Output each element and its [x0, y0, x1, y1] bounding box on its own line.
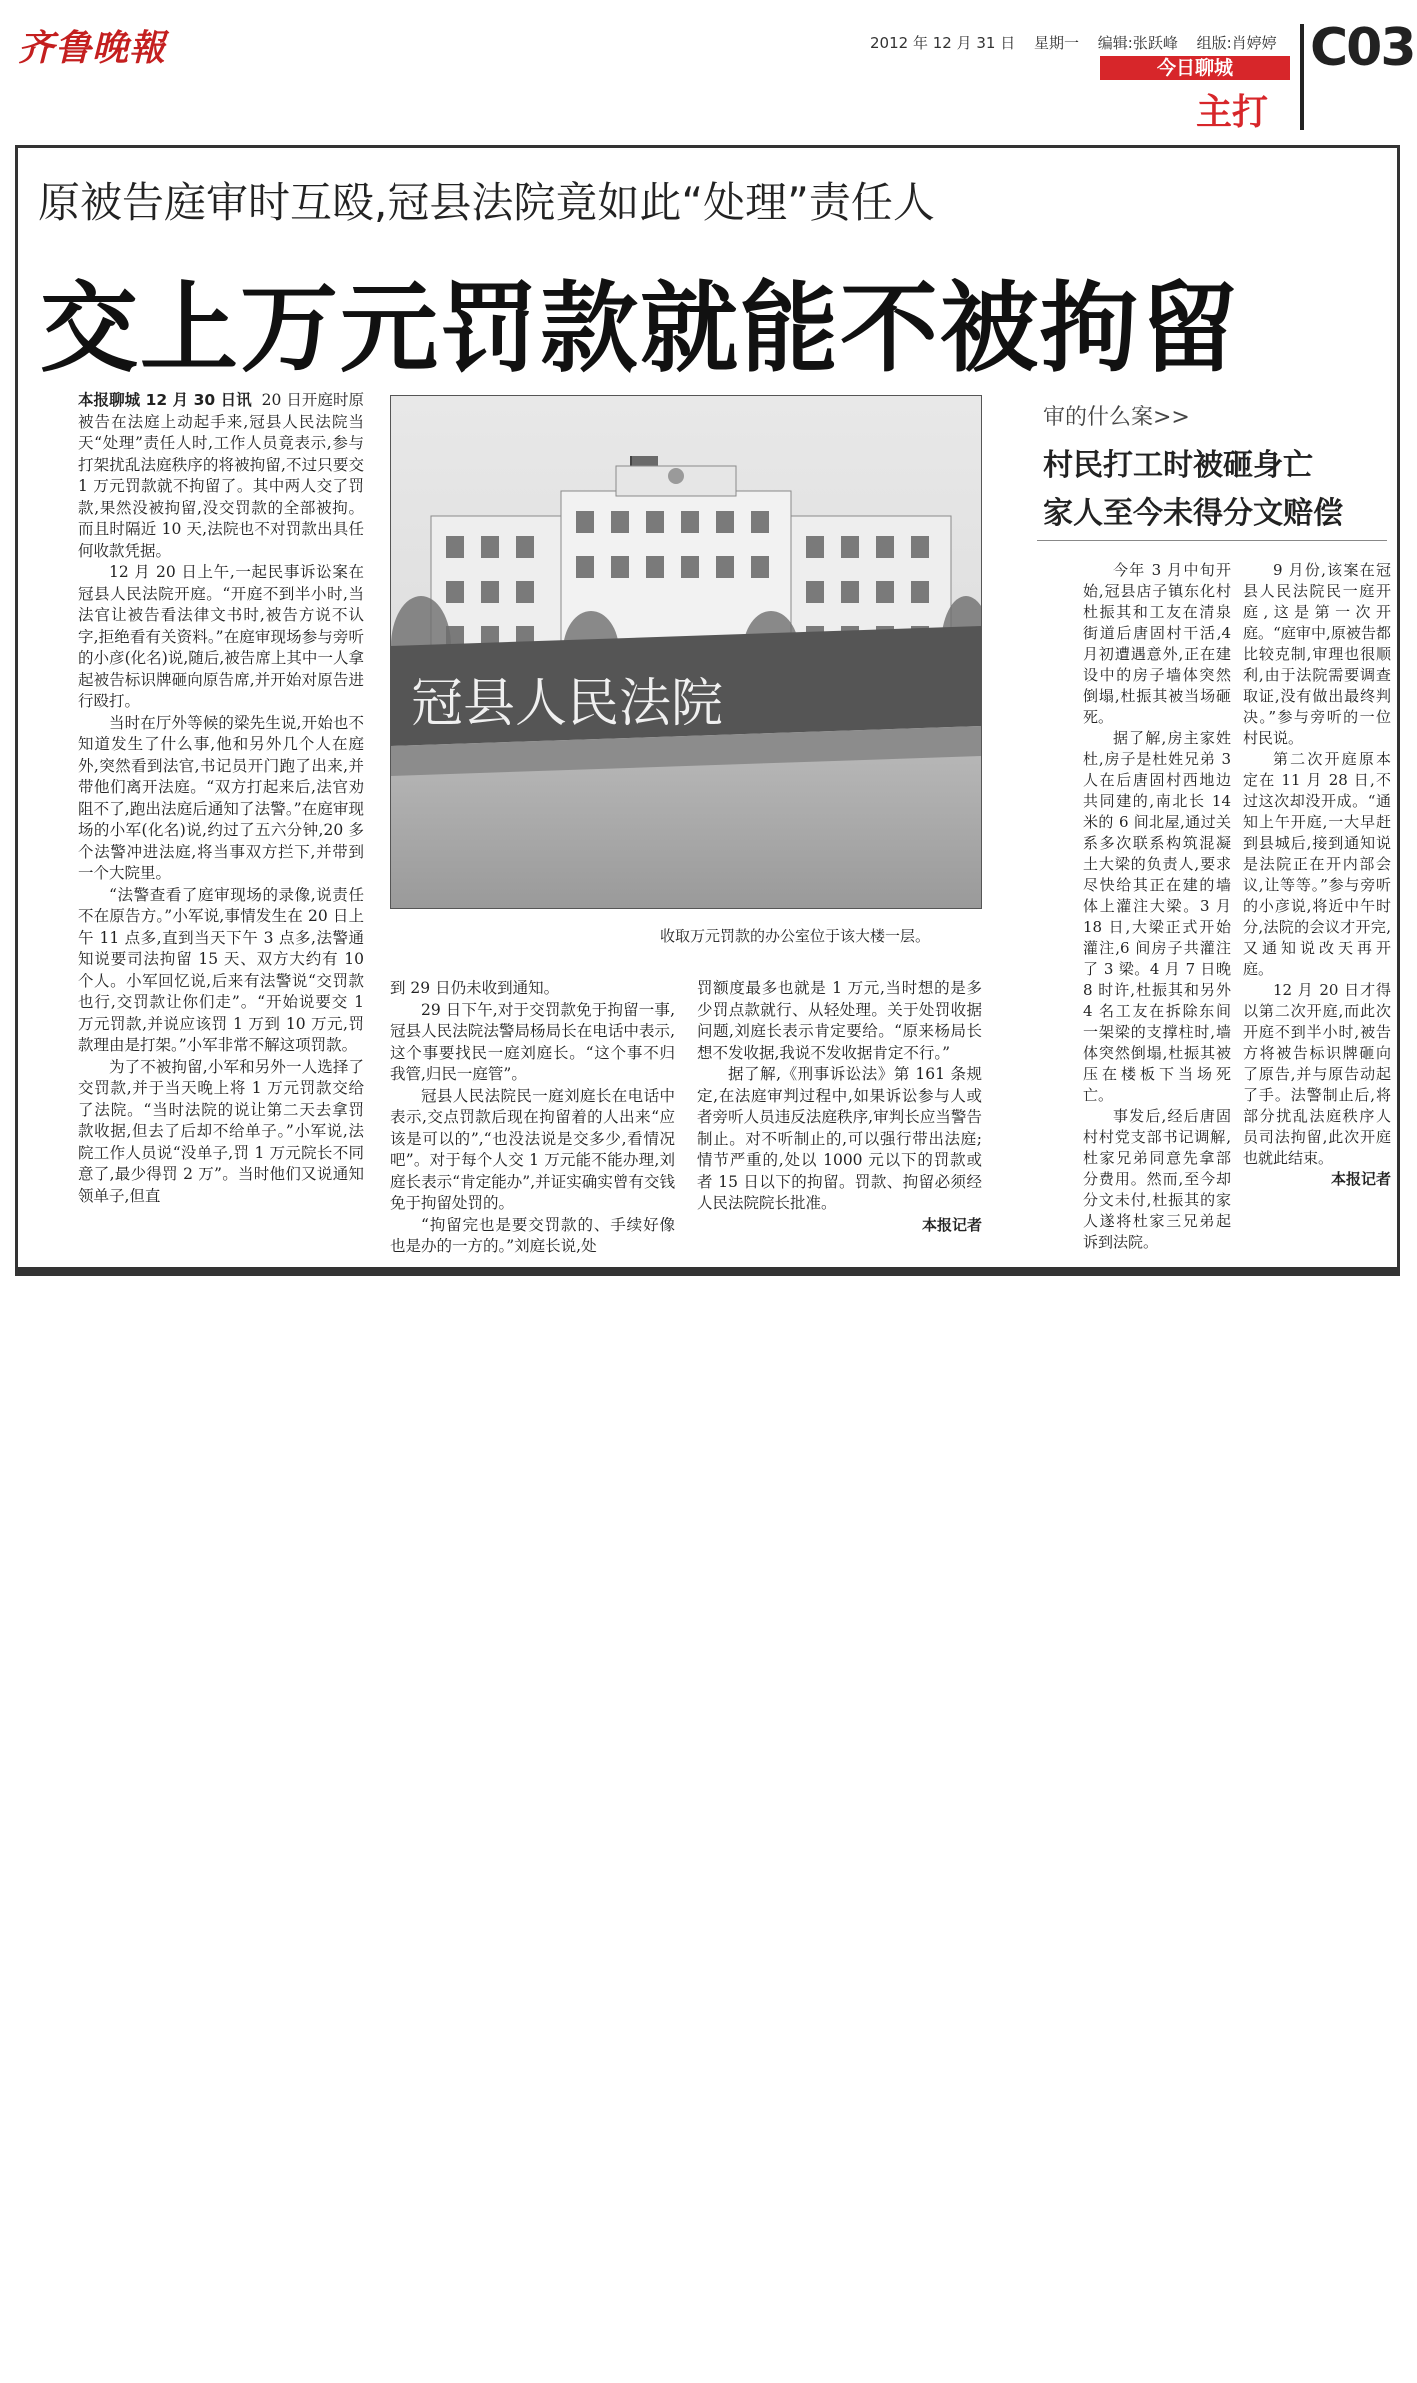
paragraph: 据了解,房主家姓杜,房子是杜姓兄弟 3 人在后唐固村西地边共同建的,南北长 14 米的 6 间北屋,通过关系多次联系构筑混凝土大梁的负责人,要求尽快给其正在建的墙体上灌注大梁。3 月 18 日,大梁正式开始灌注,6 间房子共灌注了 3 梁。4 月 7 日晚 8 时许,杜振其和另外 4 名工友在拆除东间一架梁的支撑柱时,墙体突然倒塌,杜振其被压在楼板下当场死亡。 [1083, 729, 1231, 1104]
newspaper-logo: 齐鲁晚報 [18, 27, 167, 69]
section-tab: 今日聊城 [1100, 56, 1290, 80]
paragraph: 为了不被拘留,小军和另外一人选择了交罚款,并于当天晚上将 1 万元罚款交给了法院。“当时法院的说让第二天去拿罚款收据,但去了后却不给单子。”小军说,法院工作人员说“没单子,罚 1 万元院长不同意了,最少得罚 2 万”。当时他们又说通知领单子,但直 [78, 1057, 364, 1205]
article-column-3 [697, 978, 982, 1236]
issue-weekday: 星期一 [1033, 34, 1079, 52]
page-number: C03 [1310, 18, 1415, 78]
paragraph: 罚额度最多也就是 1 万元,当时想的是多少罚点款就行、从轻处理。关于处罚收据问题,刘庭长表示肯定要给。“原来杨局长想不发收据,我说不发收据肯定不行。” [697, 979, 982, 1062]
sidebar-title-line-2: 家人至今未得分文赔偿 [1043, 496, 1343, 531]
article-frame-bottom-rule [15, 1270, 1400, 1276]
article-headline: 交上万元罚款就能不被拘留 [40, 272, 1241, 386]
paragraph: 今年 3 月中旬开始,冠县店子镇东化村杜振其和工友在清泉街道后唐固村干活,4 月初遭遇意外,正在建设中的房子墙体突然倒塌,杜振其被当场砸死。 [1083, 561, 1231, 726]
paragraph: 第二次开庭原本定在 11 月 28 日,不过这次却没开成。“通知上午开庭,一大早赶到县城后,接到通知说是法院正在开内部会议,让等等。”参与旁听的小彦说,将近中午时分,法院的会议才开完,又通知说改天再开庭。 [1243, 750, 1391, 978]
paragraph: 据了解,《刑事诉讼法》第 161 条规定,在法庭审判过程中,如果诉讼参与人或者旁听人员违反法庭秩序,审判长应当警告制止。对不听制止的,可以强行带出法庭;情节严重的,处以 1000 元以下的罚款或者 15 日以下的拘留。罚款、拘留必须经人民法院院长批准。 [697, 1065, 982, 1212]
sidebar-divider [1037, 540, 1387, 541]
layout-credit: 组版:肖婷婷 [1196, 34, 1277, 52]
dateline [870, 32, 1291, 53]
byline: 本报记者 [921, 1215, 982, 1234]
article-kicker: 原被告庭审时互殴,冠县法院竟如此“处理”责任人 [38, 178, 935, 227]
lead-paragraph [78, 390, 364, 562]
dateline-tag: 本报聊城 12 月 30 日讯 [78, 391, 252, 409]
paragraph: “法警查看了庭审现场的录像,说责任不在原告方。”小军说,事情发生在 20 日上午 11 点多,直到当天下午 3 点多,法警通知说要司法拘留 15 天、双方大约有 10 个人。小军回忆说,后来有法警说“交罚款也行,交罚款让你们走”。“开始说要交 1 万元罚款,并说应该罚 1 万到 10 万元,罚款理由是打架。”小军非常不解这项罚款。 [78, 885, 364, 1054]
paragraph: 事发后,经后唐固村村党支部书记调解,杜家兄弟同意先拿部分费用。然而,至今却分文未付,杜振其的家人遂将杜家三兄弟起诉到法院。 [1083, 1107, 1231, 1251]
paragraph: “拘留完也是要交罚款的、手续好像也是办的一方的。”刘庭长说,处 [390, 1215, 675, 1255]
sidebar-byline: 本报记者 [1330, 1170, 1391, 1188]
photo-caption: 收取万元罚款的办公室位于该大楼一层。 [660, 927, 931, 945]
article-column-2 [390, 978, 675, 1258]
article-column-1 [78, 390, 364, 1207]
sidebar-column-a [1083, 560, 1231, 1253]
section-subtitle: 主打 [1196, 92, 1269, 133]
masthead-divider [1300, 24, 1304, 130]
court-sign-text: 冠县人民法院 [411, 674, 724, 734]
court-building-photo [390, 395, 982, 909]
court-building-illustration [391, 396, 981, 908]
paragraph: 12 月 20 日才得以第二次开庭,而此次开庭不到半小时,被告方将被告标识牌砸向了原告,并与原告动起了手。法警制止后,将部分扰乱法庭秩序人员司法拘留,此次开庭也就此结束。 [1243, 981, 1391, 1167]
paragraph: 当时在厅外等候的梁先生说,开始也不知道发生了什么事,他和另外几个人在庭外,突然看到法官,书记员开门跑了出来,并带他们离开法庭。“双方打起来后,法官劝阻不了,跑出法庭后通知了法警。”在庭审现场的小军(化名)说,约过了五六分钟,20 多个法警冲进法庭,将当事双方拦下,并带到一个大院里。 [78, 713, 364, 882]
editor-credit: 编辑:张跃峰 [1097, 34, 1178, 52]
lead-text: 20 日开庭时原被告在法庭上动起手来,冠县人民法院当天“处理”责任人时,工作人员竟表示,参与打架扰乱法庭秩序的将被拘留,不过只要交 1 万元罚款就不拘留了。其中两人交了罚款,果然没被拘留,没交罚款的全部被拘。而且时隔近 10 天,法院也不对罚款出具任何收款凭据。 [78, 391, 364, 560]
sidebar-column-b [1243, 560, 1391, 1190]
sidebar-kicker: 审的什么案>> [1043, 405, 1190, 430]
paragraph: 12 月 20 日上午,一起民事诉讼案在冠县人民法院开庭。“开庭不到半小时,当法官让被告看法律文书时,被告方说不认字,拒绝看有关资料。”在庭审现场参与旁听的小彦(化名)说,随后,被告席上其中一人拿起被告标识牌砸向原告席,并开始对原告进行殴打。 [78, 563, 364, 710]
sidebar-title-line-1: 村民打工时被砸身亡 [1043, 448, 1313, 483]
paragraph: 到 29 日仍未收到通知。 [390, 979, 560, 997]
issue-date: 2012 年 12 月 31 日 [870, 34, 1016, 52]
paragraph: 29 日下午,对于交罚款免于拘留一事,冠县人民法院法警局杨局长在电话中表示,这个事要找民一庭刘庭长。“这个事不归我管,归民一庭管”。 [390, 1000, 675, 1083]
paragraph: 冠县人民法院民一庭刘庭长在电话中表示,交点罚款后现在拘留着的人出来“应该是可以的”,“也没法说是交多少,看情况吧”。对于每个人交 1 万元能不能办理,刘庭长表示“肯定能办”,并证实确实曾有交钱免于拘留处罚的。 [390, 1086, 675, 1212]
paragraph: 9 月份,该案在冠县人民法院民一庭开庭,这是第一次开庭。“庭审中,原被告都比较克制,审理也很顺利,由于法院需要调查取证,没有做出最终判决。”参与旁听的一位村民说。 [1243, 561, 1391, 747]
